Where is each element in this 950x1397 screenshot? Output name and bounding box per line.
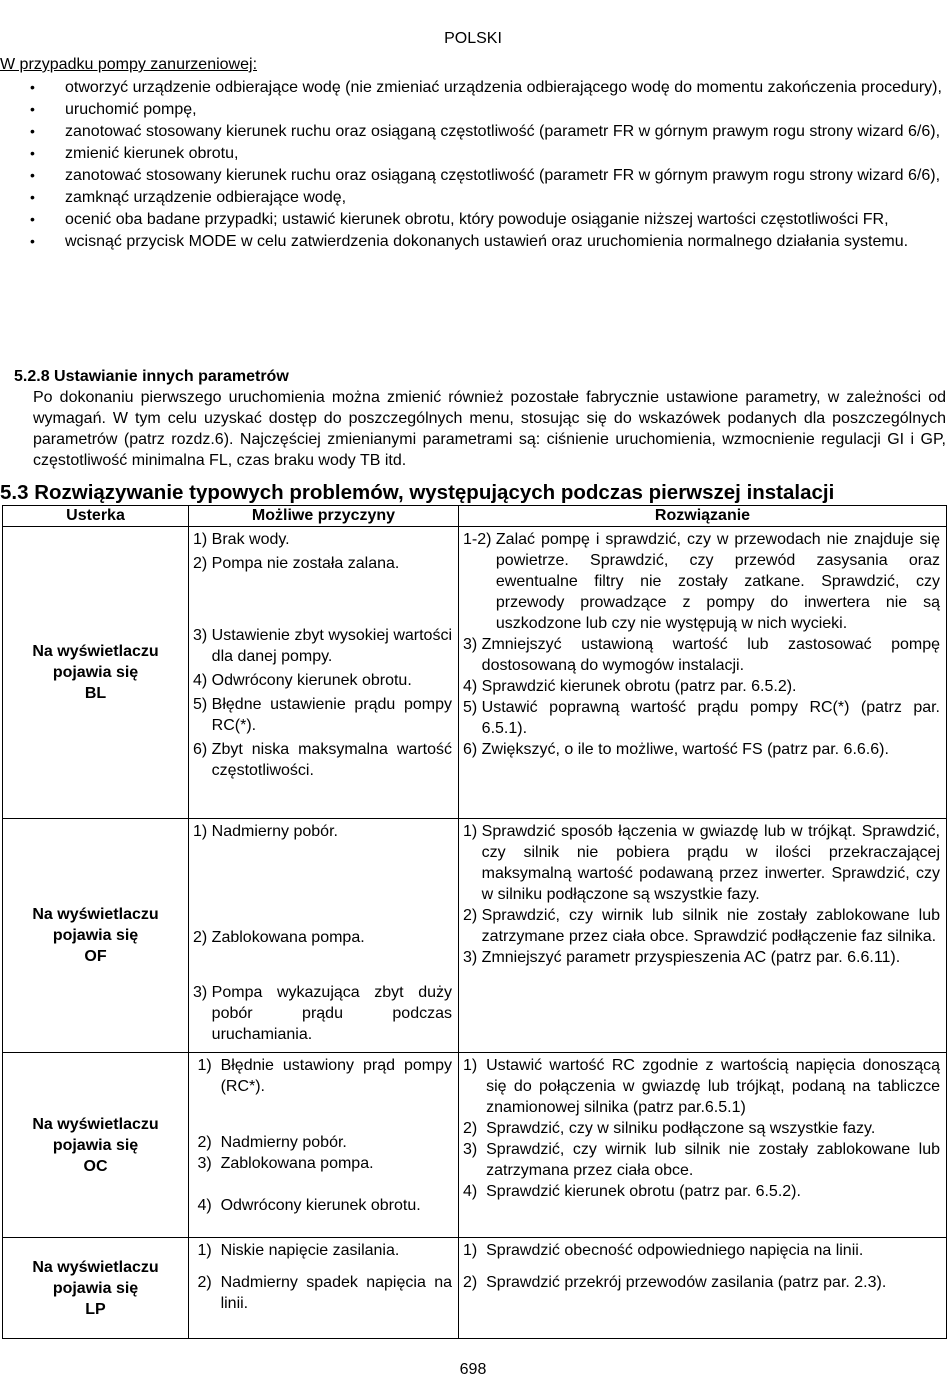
causes-cell [189, 1238, 459, 1339]
list-item: 4) Sprawdzić kierunek obrotu (patrz par. 6.5.2). [463, 1183, 801, 1200]
fault-cell: Na wyświetlaczu pojawia się BL [3, 527, 189, 819]
list-item: 3) Zablokowana pompa. [193, 1155, 374, 1172]
list-item: • zmienić kierunek obrotu, [30, 145, 239, 162]
list-item: 4) Sprawdzić kierunek obrotu (patrz par. 6.5.2). [463, 678, 797, 695]
column-header-causes: Możliwe przyczyny [189, 506, 459, 527]
list-item: • ocenić oba badane przypadki; ustawić kierunek obrotu, który powoduje osiąganie niższej wartości częstotliwości FR, [30, 211, 889, 228]
list-item: 4) Odwrócony kierunek obrotu. [193, 672, 412, 689]
bullet-list [0, 77, 946, 252]
section-paragraph: Po dokonaniu pierwszego uruchomienia można zmienić również pozostałe fabrycznie ustawione parametry, w zależności od wymagań. W tym celu uzyskać dostęp do poszczególnych menu, stosując się do wskazówek podanych dla poszczególnych parametrów (patrz rozdz.6). Najczęściej zmienianymi parametrami są: ciśnienie uruchomienia, wzmocnienie regulacji GI i GP, częstotliwość minimalna FL, czas braku wody TB itd. [33, 389, 946, 469]
list-item: 1-2) Zalać pompę i sprawdzić, czy w przewodach nie znajduje się powietrze. Sprawdzić, czy przewód zasysania oraz ewentualne filtry nie zostały zatkane. Sprawdzić, czy przewody prowadzące z pompy do inwertera nie są uszkodzone lub czy nie występują w nich wycieki. [463, 531, 940, 632]
bullet-icon: • [30, 167, 35, 183]
list-item: 1) Niskie napięcie zasilania. [193, 1242, 400, 1259]
column-header-fault: Usterka [3, 506, 189, 527]
causes-cell [189, 527, 459, 819]
page-number: 698 [459, 1361, 487, 1378]
bullet-icon: • [30, 79, 35, 95]
list-item: 3) Zmniejszyć ustawioną wartość lub zastosować pompę dostosowaną do wymogów instalacji. [463, 636, 940, 674]
list-item: 5) Błędne ustawienie prądu pompy RC(*). [193, 696, 452, 734]
fault-cell: Na wyświetlaczu pojawia się LP [3, 1238, 189, 1339]
list-item: 3) Sprawdzić, czy wirnik lub silnik nie zostały zablokowane lub zatrzymana przez ciała obce. [463, 1141, 940, 1179]
troubleshooting-table [2, 505, 947, 1339]
list-item: • otworzyć urządzenie odbierające wodę (nie zmieniać urządzenia odbierającego wodę do momentu zakończenia procedury), [30, 79, 942, 96]
list-item: • wcisnąć przycisk MODE w celu zatwierdzenia dokonanych ustawień oraz uruchomienia normalnego działania systemu. [30, 233, 909, 250]
list-item: 3) Ustawienie zbyt wysokiej wartości dla danej pompy. [193, 627, 452, 665]
section-5-2-8 [0, 366, 946, 471]
list-item: 1) Sprawdzić obecność odpowiedniego napięcia na linii. [463, 1242, 864, 1259]
fault-cell: Na wyświetlaczu pojawia się OC [3, 1053, 189, 1238]
solution-cell [459, 1053, 947, 1238]
list-item: 1) Ustawić wartość RC zgodnie z wartością napięcia donoszącą się do połączenia w gwiazdę lub trójkąt, podaną na tabliczce znamionowej silnika (patrz par.6.5.1) [463, 1057, 940, 1116]
bullet-icon: • [30, 189, 35, 205]
list-item: • zamknąć urządzenie odbierające wodę, [30, 189, 347, 206]
list-item: 3) Zmniejszyć parametr przyspieszenia AC (patrz par. 6.6.11). [463, 949, 901, 966]
list-item: 2) Sprawdzić, czy wirnik lub silnik nie zostały zablokowane lub zatrzymane przez ciała obce. Sprawdzić podłączenie faz silnika. [463, 907, 940, 945]
list-item: 2) Sprawdzić przekrój przewodów zasilania (patrz par. 2.3). [463, 1274, 887, 1291]
bullet-icon: • [30, 233, 35, 249]
list-item: 3) Pompa wykazująca zbyt duży pobór prądu podczas uruchamiania. [193, 984, 452, 1043]
list-item: • zanotować stosowany kierunek ruchu oraz osiąganą częstotliwość (parametr FR w górnym prawym rogu strony wizard 6/6), [30, 167, 941, 184]
page-header-language: POLSKI [444, 30, 502, 47]
list-item: 2) Nadmierny pobór. [193, 1134, 347, 1151]
list-item: 2) Zablokowana pompa. [193, 929, 365, 946]
list-item: 2) Pompa nie została zalana. [193, 555, 400, 572]
causes-cell [189, 819, 459, 1053]
submersible-pump-section [0, 54, 946, 253]
list-item: 6) Zbyt niska maksymalna wartość częstotliwości. [193, 741, 452, 779]
list-item: • uruchomić pompę, [30, 101, 197, 118]
list-item: 1) Błędnie ustawiony prąd pompy (RC*). [193, 1057, 452, 1095]
list-item: 1) Brak wody. [193, 531, 290, 548]
list-item: 2) Nadmierny spadek napięcia na linii. [193, 1274, 452, 1312]
bullet-icon: • [30, 101, 35, 117]
solution-cell [459, 1238, 947, 1339]
list-item: 5) Ustawić poprawną wartość prądu pompy RC(*) (patrz par. 6.5.1). [463, 699, 940, 737]
table-row [3, 527, 947, 819]
causes-cell [189, 1053, 459, 1238]
solution-cell [459, 819, 947, 1053]
list-item: 1) Sprawdzić sposób łączenia w gwiazdę lub w trójkąt. Sprawdzić, czy silnik nie pobiera prądu w ilości przekraczającej maksymalną wartość podawaną przez inwerter. Sprawdzić, czy w silniku podłączone są wszystkie fazy. [463, 823, 940, 903]
solution-cell [459, 527, 947, 819]
section-heading: 5.2.8 Ustawianie innych parametrów [14, 368, 289, 385]
list-item: 2) Sprawdzić, czy w silniku podłączone są wszystkie fazy. [463, 1120, 876, 1137]
list-item: • zanotować stosowany kierunek ruchu oraz osiąganą częstotliwość (parametr FR w górnym prawym rogu strony wizard 6/6), [30, 123, 941, 140]
table-row [3, 1053, 947, 1238]
bullet-icon: • [30, 123, 35, 139]
list-item: 6) Zwiększyć, o ile to możliwe, wartość FS (patrz par. 6.6.6). [463, 741, 889, 758]
fault-cell: Na wyświetlaczu pojawia się OF [3, 819, 189, 1053]
table-header-row [3, 506, 947, 527]
list-item: 1) Nadmierny pobór. [193, 823, 338, 840]
list-item: 4) Odwrócony kierunek obrotu. [193, 1197, 421, 1214]
intro-title: W przypadku pompy zanurzeniowej: [0, 56, 258, 73]
table-row [3, 1238, 947, 1339]
bullet-icon: • [30, 145, 35, 161]
bullet-icon: • [30, 211, 35, 227]
column-header-solution: Rozwiązanie [459, 506, 947, 527]
table-row [3, 819, 947, 1053]
section-5-3-heading: 5.3 Rozwiązywanie typowych problemów, występujących podczas pierwszej instalacji [0, 481, 835, 504]
